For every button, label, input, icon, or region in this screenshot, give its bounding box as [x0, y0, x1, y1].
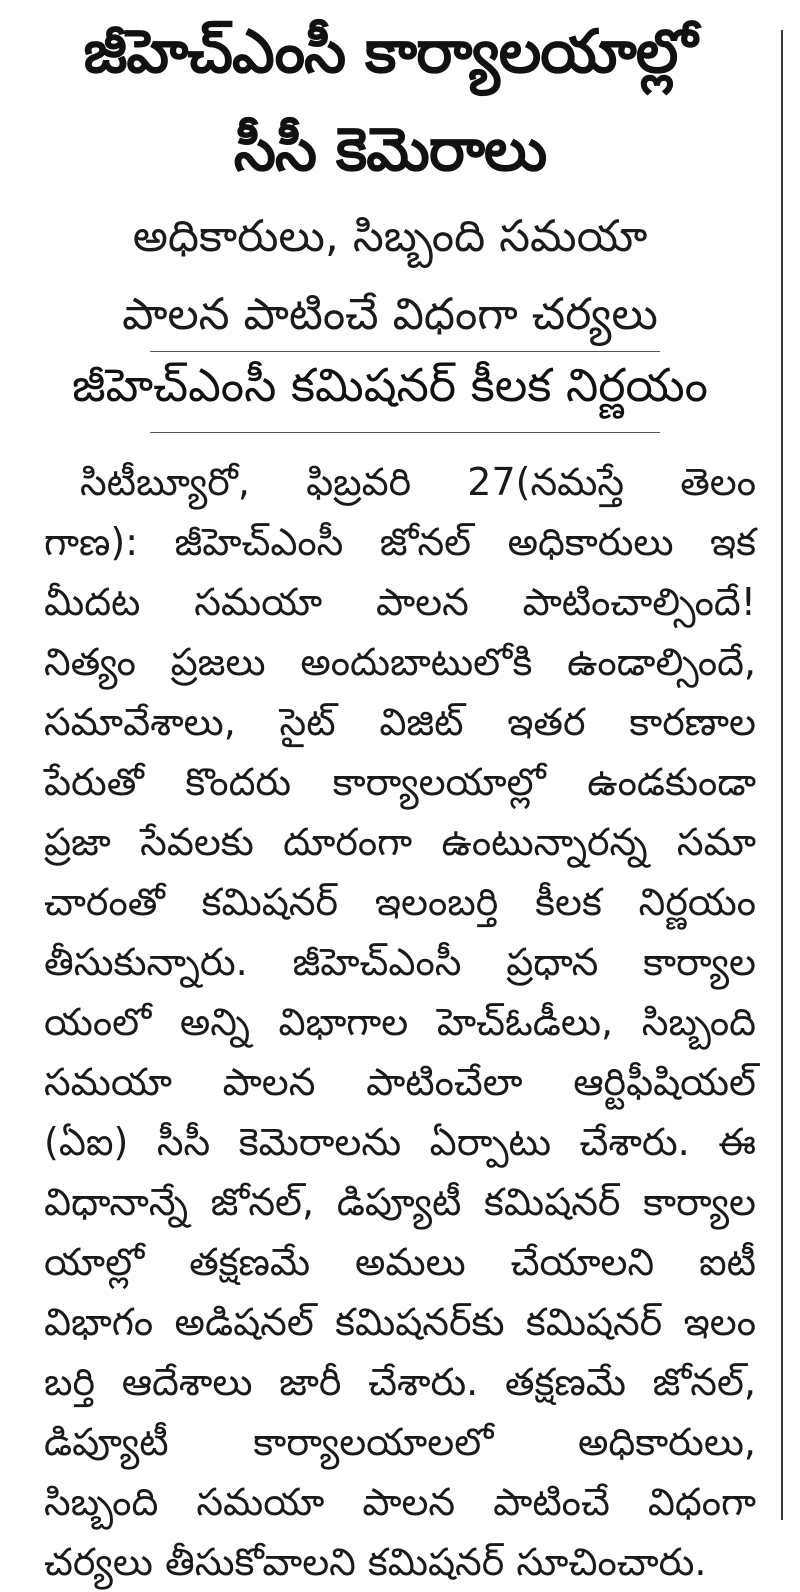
body-line: చర్యలు తీసుకోవాలని కమిషనర్ సూచించారు. — [44, 1540, 707, 1584]
body-line: యాల్లో తక్షణమే అమలు చేయాలని ఐటీ — [44, 1240, 756, 1284]
body-line: మీదట సమయా పాలన పాటించాల్సిందే! — [44, 580, 756, 624]
column-divider — [781, 30, 783, 1520]
headline-line-2: సీసీ కెమెరాలు — [233, 115, 547, 185]
body-line: సిబ్బంది సమయా పాలన పాటించే విధంగా — [44, 1480, 756, 1524]
body-line: (ఏఐ) సీసీ కెమెరాలను ఏర్పాటు చేశారు. ఈ — [44, 1120, 756, 1164]
body-line: యంలో అన్ని విభాగాల హెచ్‌ఓడీలు, సిబ్బంది — [44, 1000, 756, 1044]
body-line: బర్తి ఆదేశాలు జారీ చేశారు. తక్షణమే జోనల్, — [44, 1360, 756, 1404]
body-line: గాణ): జీహెచ్‌ఎంసీ జోనల్ అధికారులు ఇక — [44, 520, 756, 564]
body-line: సమయా పాలన పాటించేలా ఆర్టిఫీషియల్ — [44, 1060, 756, 1104]
subhead-bottom-rule — [150, 432, 660, 433]
body-line: విధానాన్నే జోనల్, డిప్యూటీ కమిషనర్ కార్యాల — [44, 1180, 756, 1224]
article-body — [44, 452, 756, 1592]
body-line: డిప్యూటీ కార్యాలయాలలో అధికారులు, — [44, 1420, 756, 1464]
body-line: సమావేశాలు, సైట్ విజిట్ ఇతర కారణాల — [44, 700, 756, 744]
subhead-top-rule — [150, 351, 660, 352]
body-line: విభాగం అడిషనల్ కమిషనర్‌కు కమిషనర్ ఇలం — [44, 1300, 756, 1344]
body-line: సిటీబ్యూరో, ఫిబ్రవరి 27(నమస్తే తెలం — [80, 460, 756, 504]
headline-line-1: జీహెచ్‌ఎంసీ కార్యాలయాల్లో — [83, 17, 697, 87]
body-line: నిత్యం ప్రజలు అందుబాటులోకి ఉండాల్సిందే, — [44, 640, 756, 684]
body-line: చారంతో కమిషనర్ ఇలంబర్తి కీలక నిర్ణయం — [44, 880, 756, 924]
body-line: పేరుతో కొందరు కార్యాలయాల్లో ఉండకుండా — [44, 760, 756, 804]
body-line: ప్రజా సేవలకు దూరంగా ఉంటున్నారన్న సమా — [44, 820, 756, 864]
deck-line-2: పాలన పాటించే విధంగా చర్యలు — [122, 289, 658, 340]
deck-line-1: అధికారులు, సిబ్బంది సమయా — [132, 211, 648, 262]
subhead: జీహెచ్‌ఎంసీ కమిషనర్ కీలక నిర్ణయం — [71, 358, 709, 412]
body-line: తీసుకున్నారు. జీహెచ్‌ఎంసీ ప్రధాన కార్యాల — [44, 940, 756, 984]
